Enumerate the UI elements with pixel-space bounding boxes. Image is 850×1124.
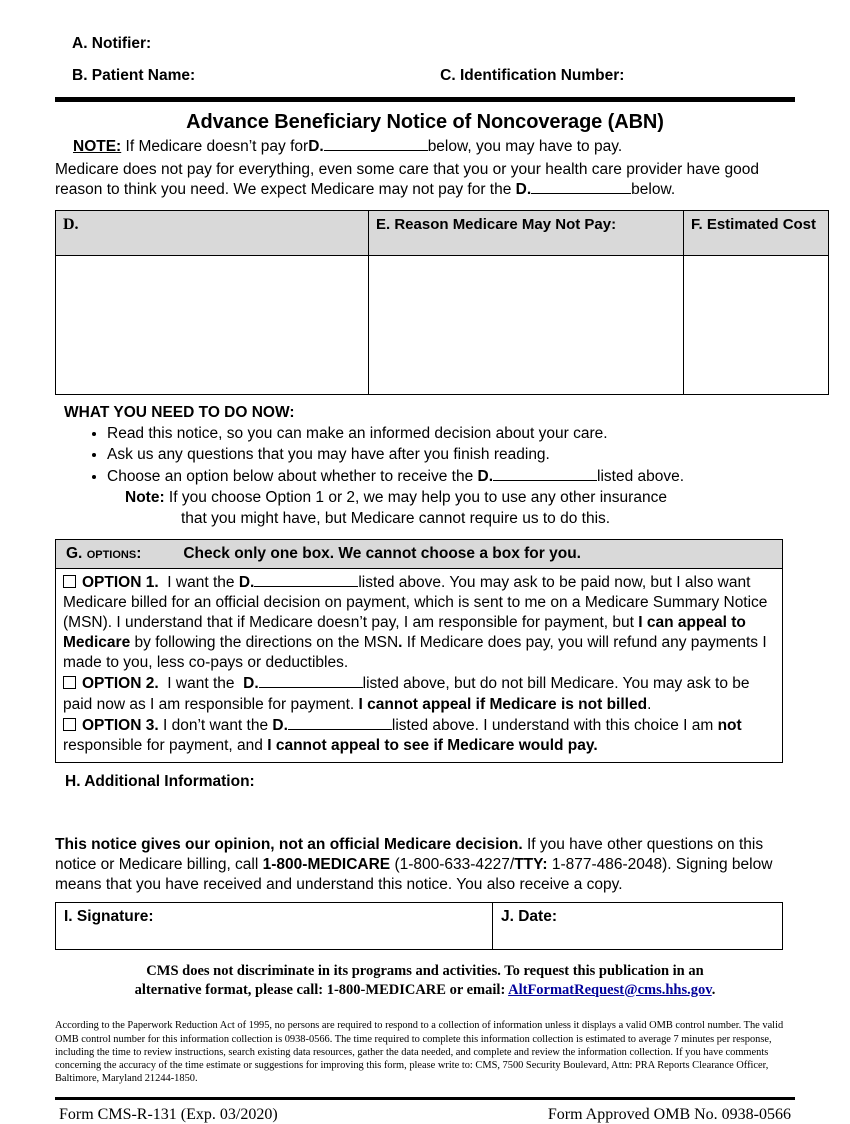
note-label: NOTE:: [73, 138, 122, 155]
intro-d-marker: D.: [515, 180, 532, 198]
cms-statement-line2-before: alternative format, please call: 1-800-MEDICARE or email:: [134, 981, 506, 998]
cms-statement-line2-after: .: [711, 981, 716, 998]
option-note-label: Note:: [125, 489, 165, 507]
option-2-seg3: .: [647, 695, 652, 713]
options-header-bar: [56, 540, 782, 569]
footer-omb-approval: Form Approved OMB No. 0938-0566: [547, 1106, 791, 1123]
option-3-seg2: listed above. I understand with this choice I am: [391, 716, 714, 734]
services-table-body: [56, 255, 829, 394]
option-3-bold1: not: [717, 716, 742, 734]
table-row: [56, 255, 829, 394]
option-1-bold2: .: [398, 634, 403, 652]
option-3-row[interactable]: [63, 716, 775, 756]
identification-number-label: C. Identification Number:: [440, 66, 625, 84]
options-header-word: options:: [86, 544, 142, 562]
additional-information-label: H. Additional Information:: [65, 772, 255, 790]
cms-nondiscrimination-statement: [55, 962, 795, 999]
table-header-row: [56, 210, 829, 255]
option-1-seg2: listed above. You may ask to be paid now, but I also want Medicare billed for an official decision on payment, which is sent to me on a Medicare Summary Notice (MSN). I understand that if Medicare doesn’t pay, I am responsible for payment, but: [63, 573, 768, 631]
what-you-need-list: [55, 424, 795, 488]
option-2-row[interactable]: [63, 674, 775, 714]
options-header-instruction: Check only one box. We cannot choose a box for you.: [183, 544, 581, 562]
date-cell[interactable]: J. Date:: [493, 903, 783, 950]
intro-blank-field[interactable]: [531, 193, 631, 194]
header-fields: [55, 0, 795, 83]
option-note-line1: If you choose Option 1 or 2, we may help you to use any other insurance: [168, 489, 667, 507]
notice-text1: If you have other questions on this notice or Medicare billing, call: [55, 835, 764, 874]
option-1-checkbox[interactable]: [63, 575, 76, 588]
option-note: [55, 488, 795, 528]
cell-d-service[interactable]: [56, 255, 369, 394]
note-text-before: If Medicare doesn’t pay for: [125, 138, 309, 155]
option-3-checkbox[interactable]: [63, 718, 76, 731]
signature-table-body: [56, 903, 783, 950]
what-you-need-heading: WHAT YOU NEED TO DO NOW:: [64, 403, 295, 421]
footer-form-number: Form CMS-R-131 (Exp. 03/2020): [59, 1106, 278, 1123]
bullet3-after: listed above.: [597, 467, 685, 485]
option-1-blank-field[interactable]: [254, 586, 358, 587]
note-d-marker: D.: [308, 138, 324, 155]
notice-text2: (1-800-633-4227/: [394, 856, 515, 874]
signature-table: [55, 902, 783, 950]
option-note-line2: that you might have, but Medicare cannot require us to do this.: [181, 509, 611, 527]
cell-e-reason[interactable]: [369, 255, 684, 394]
list-item: [107, 467, 795, 488]
option-1-label: OPTION 1.: [82, 573, 159, 591]
notice-paragraph: [55, 835, 795, 895]
bullet3-before: Choose an option below about whether to receive the: [107, 467, 474, 485]
bullet3-blank-field[interactable]: [493, 480, 597, 481]
cms-statement-line1: CMS does not discriminate in its programs and activities. To request this publication in an: [146, 963, 704, 980]
option-2-bold1: I cannot appeal if Medicare is not billed: [358, 695, 648, 713]
option-3-bold2: I cannot appeal to see if Medicare would pay.: [267, 736, 598, 754]
cell-f-cost[interactable]: [684, 255, 829, 394]
paperwork-reduction-act-notice: According to the Paperwork Reduction Act of 1995, no persons are required to respond to a collection of information unless it displays a valid OMB control number. The valid OMB control number for this information collection is 0938-0566. The time required to complete this information collection is estimated to average 7 minutes per response, including the time to review instructions, search existing data resources, gather the data needed, and complete and review the information collection. If you have comments concerning the accuracy of the time estimate or suggestions for improving this form, please write to: CMS, 7500 Security Boulevard, Attn: PRA Reports Clearance Officer, Baltimore, Maryland 21244-1850.: [55, 1020, 784, 1084]
option-3-label: OPTION 3.: [82, 716, 159, 734]
column-header-f: F. Estimated Cost: [684, 210, 829, 255]
page-footer: [55, 1106, 795, 1124]
options-header-letter: G.: [66, 544, 83, 562]
option-3-seg1: I don’t want the: [162, 716, 269, 734]
option-2-blank-field[interactable]: [259, 687, 363, 688]
option-1-bold1: I can appeal to Medicare: [63, 613, 746, 652]
option-2-seg1: I want the: [167, 675, 235, 693]
note-line: [55, 138, 795, 157]
notice-phone: 1-800-MEDICARE: [262, 856, 391, 874]
intro-paragraph: [55, 160, 795, 200]
patient-id-row: [55, 68, 795, 84]
option-3-d-marker: D.: [272, 716, 288, 734]
note-text-after: below, you may have to pay.: [427, 138, 623, 155]
column-header-e: E. Reason Medicare May Not Pay:: [369, 210, 684, 255]
option-2-checkbox[interactable]: [63, 676, 76, 689]
options-body: [56, 569, 782, 762]
option-1-seg4: If Medicare does pay, you will refund any payments I made to you, less co-pays or deductibles.: [63, 634, 767, 672]
page-title: Advance Beneficiary Notice of Noncoverage (ABN): [186, 111, 664, 133]
table-row: [56, 903, 783, 950]
option-1-seg1: I want the: [167, 573, 235, 591]
notice-text3: 1-877-486-2048).: [551, 856, 672, 874]
bullet3-d-marker: D.: [477, 467, 494, 485]
note-blank-field[interactable]: [324, 150, 428, 151]
options-box: [55, 539, 783, 763]
services-table: [55, 210, 829, 395]
signature-cell[interactable]: I. Signature:: [56, 903, 493, 950]
intro-part2: below.: [631, 180, 676, 198]
patient-name-label: B. Patient Name:: [72, 66, 196, 84]
list-item: • Read this notice, so you can make an informed decision about your care.: [107, 424, 795, 445]
option-1-seg3: by following the directions on the MSN: [134, 634, 399, 652]
option-3-seg3: responsible for payment, and: [63, 736, 263, 754]
option-2-seg2: listed above, but do not bill Medicare. You may ask to be paid now as I am responsible for payment.: [63, 675, 750, 713]
notifier-row: [55, 36, 795, 52]
list-item: • Ask us any questions that you may have after you finish reading.: [107, 445, 795, 466]
option-1-d-marker: D.: [238, 573, 255, 591]
column-header-d: D.: [56, 210, 369, 255]
option-1-row[interactable]: [63, 573, 775, 674]
notice-bold-lead: This notice gives our opinion, not an official Medicare decision.: [55, 835, 523, 853]
alt-format-email-link[interactable]: AltFormatRequest@cms.hhs.gov: [508, 981, 712, 998]
notice-tty-label: TTY:: [514, 856, 548, 874]
option-2-label: OPTION 2.: [82, 675, 159, 693]
intro-part1: Medicare does not pay for everything, even some care that you or your health care provider have good reason to think you need. We expect Medicare may not pay for the: [55, 160, 759, 198]
notice-text4: Signing below means that you have received and understand this notice. You also receive a copy.: [55, 856, 773, 894]
services-table-head: [56, 210, 829, 255]
option-2-d-marker: D.: [243, 675, 259, 693]
header-divider-rule: [55, 97, 795, 102]
notifier-label: A. Notifier:: [72, 35, 152, 52]
option-3-blank-field[interactable]: [288, 729, 392, 730]
